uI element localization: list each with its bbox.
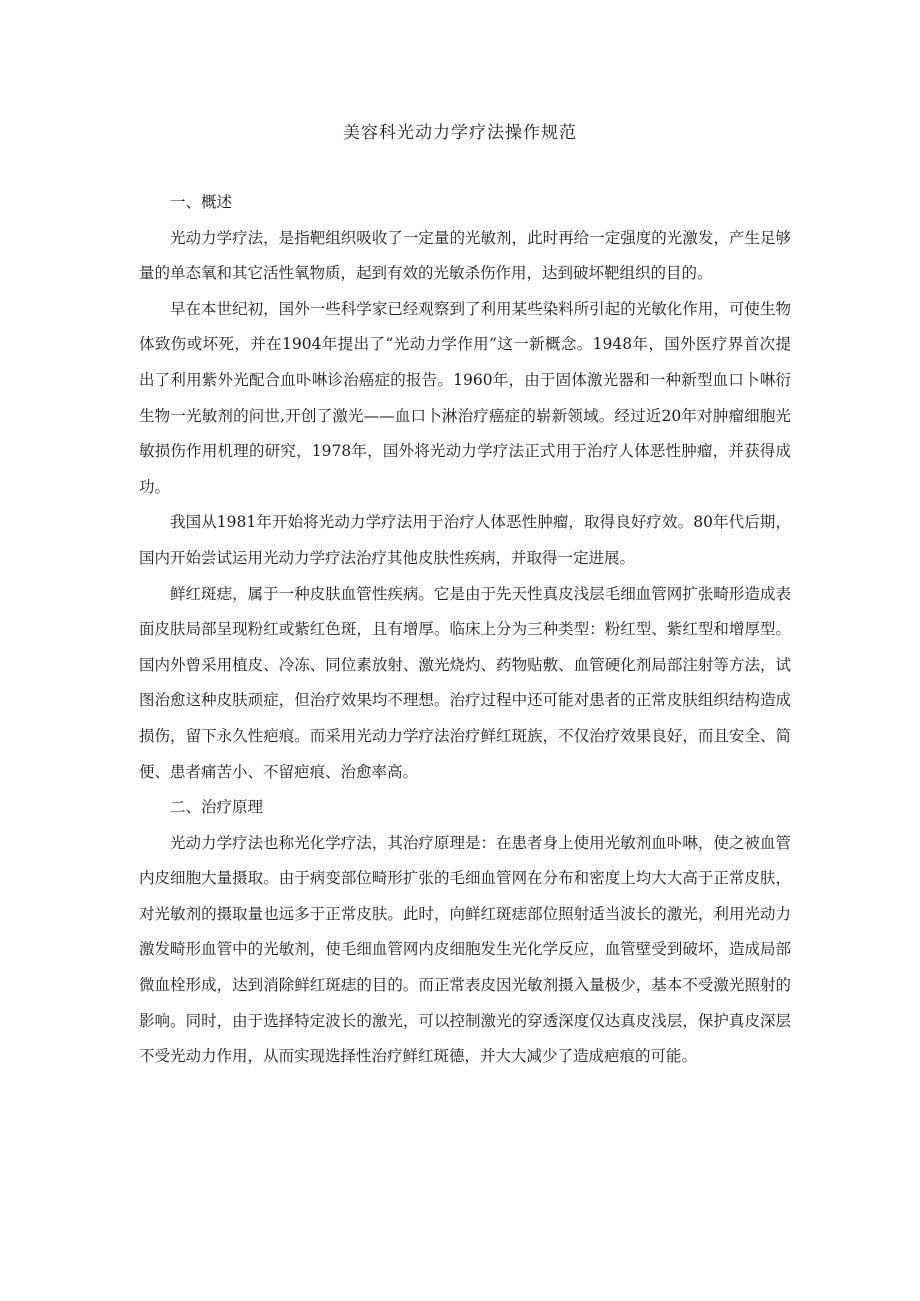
section-heading-overview: 一、概述 <box>170 193 233 211</box>
document-title: 美容科光动力学疗法操作规范 <box>343 123 577 143</box>
paragraph-china: 我国从1981年开始将光动力学疗法用于治疗人体恶性肿瘤，取得良好疗效。80年代后期，国内开始尝试运用光动力学疗法治疗其他皮肤性疾病，并取得一定进展。 <box>139 513 791 567</box>
paragraph-principle: 光动力学疗法也称光化学疗法，其治疗原理是：在患者身上使用光敏剂血卟啉，使之被血管内皮细胞大量摄取。由于病变部位畸形扩张的毛细血管网在分布和密度上均大大高于正常皮肤，对光敏剂的摄取量也远多于正常皮肤。此时，向鲜红斑痣部位照射适当波长的激光，利用光动力激发畸形血管中的光敏剂，使毛细血管网内皮细胞发生光化学反应，血管壁受到破坏，造成局部微血栓形成，达到消除鲜红斑痣的目的。而正常表皮因光敏剂摄入量极少，基本不受激光照射的影响。同时，由于选择特定波长的激光，可以控制激光的穿透深度仅达真皮浅层，保护真皮深层不受光动力作用，从而实现选择性治疗鲜红斑德，并大大减少了造成疤痕的可能。 <box>139 833 791 1066</box>
section-heading-principle: 二、治疗原理 <box>170 798 264 817</box>
paragraph-history: 早在本世纪初，国外一些科学家已经观察到了利用某些染料所引起的光敏化作用，可使生物体致伤或坏死，并在1904年提出了“光动力学作用”这一新概念。1948年，国外医疗界首次提出了利用紫外光配合血卟啉诊治癌症的报告。1960年，由于固体激光器和一种新型血口卜啉衍生物一光敏剂的问世,开创了激光——血口卜淋治疗癌症的崭新领域。经过近20年对肿瘤细胞光敏损伤作用机理的研究，1978年，国外将光动力学疗法正式用于治疗人体恶性肿瘤，并获得成功。 <box>139 299 791 496</box>
paragraph-definition: 光动力学疗法，是指靶组织吸收了一定量的光敏剂，此时再给一定强度的光激发，产生足够量的单态氧和其它活性氧物质，起到有效的光敏杀伤作用，达到破坏靶组织的目的。 <box>139 228 791 283</box>
paragraph-port-wine-stain: 鲜红斑痣，属于一种皮肤血管性疾病。它是由于先天性真皮浅层毛细血管网扩张畸形造成表面皮肤局部呈现粉红或紫红色斑，且有增厚。临床上分为三种类型：粉红型、紫红型和增厚型。国内外曾采用植皮、冷冻、同位素放射、激光烧灼、药物贴敷、血管硬化剂局部注射等方法，试图治愈这种皮肤顽症，但治疗效果均不理想。治疗过程中还可能对患者的正常皮肤组织结构造成损伤，留下永久性疤痕。而采用光动力学疗法治疗鲜红斑族，不仅治疗效果良好，而且安全、简便、患者痛苦小、不留疤痕、治愈率高。 <box>139 584 791 781</box>
document-body <box>139 185 791 1075</box>
